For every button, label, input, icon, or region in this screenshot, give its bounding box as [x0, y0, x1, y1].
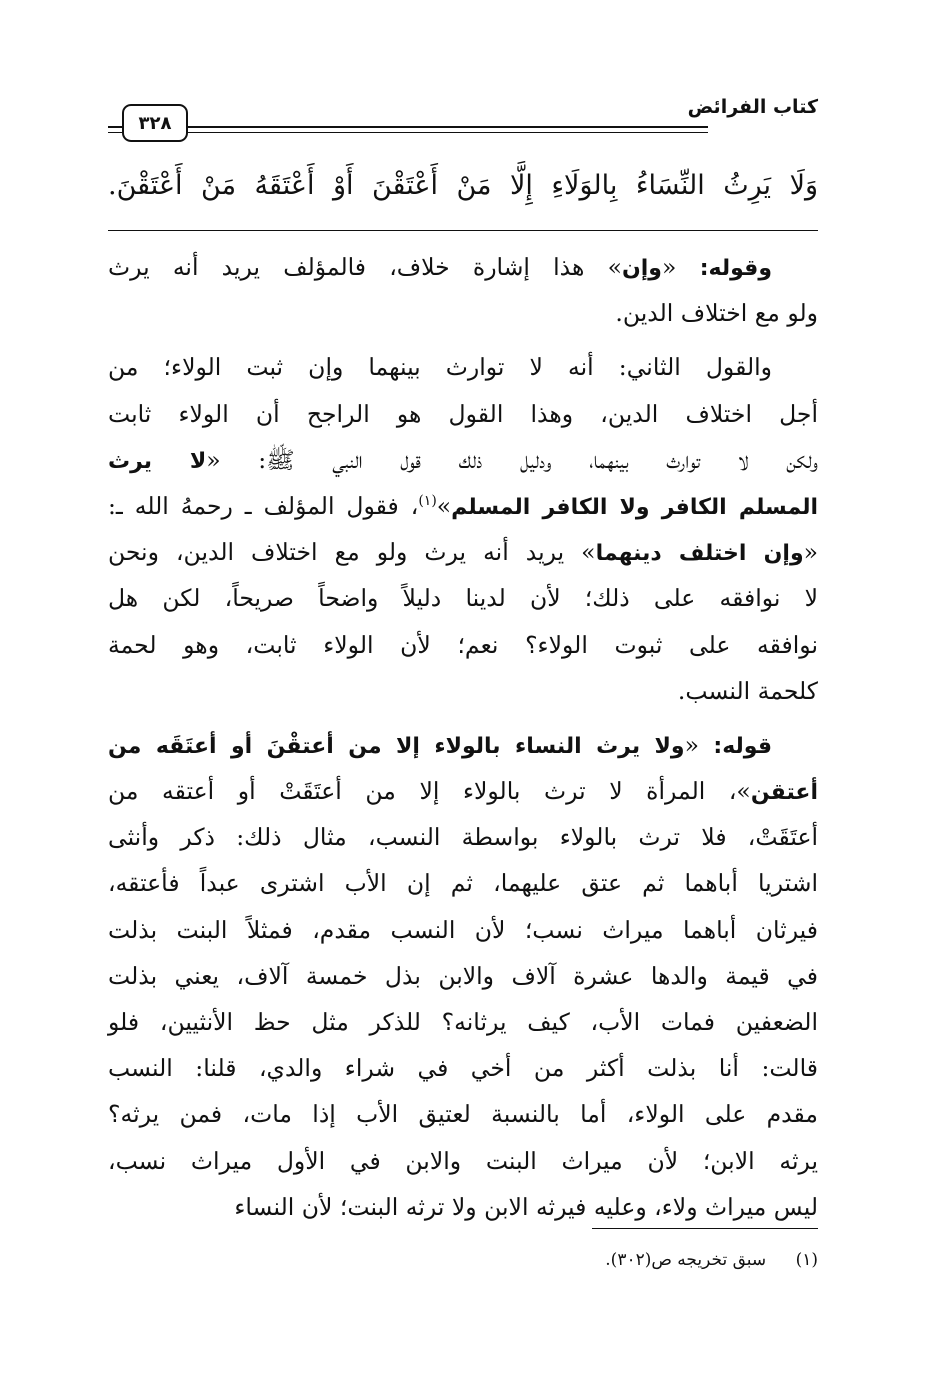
paragraph — [108, 722, 818, 1230]
text-line — [108, 244, 818, 290]
bold-segment: وقوله: — [676, 256, 772, 281]
footnote-divider — [592, 1228, 818, 1229]
text-segment: » — [436, 491, 452, 520]
text-line — [108, 437, 818, 483]
text-line — [108, 575, 818, 621]
text-segment: نوافقه على ثبوت الولاء؟ نعم؛ لأن الولاء ثابت، وهو لحمة — [108, 630, 818, 659]
text-segment: ولكن لا توارث بينهما، ودليل ذلك قول النبي ﷺ: « — [206, 445, 818, 474]
text-line — [108, 1091, 818, 1137]
text-line — [108, 907, 818, 953]
text-line — [108, 668, 818, 714]
text-segment: قالت: أنا بذلت أكثر من أخي في شراء والدي، قلنا: النسب — [108, 1054, 818, 1083]
text-line — [108, 483, 818, 529]
text-line — [108, 622, 818, 668]
text-line — [108, 1045, 818, 1091]
bold-segment: وإن — [621, 256, 662, 281]
text-segment: يرثه الابن؛ لأن ميراث البنت والابن في الأول ميراث نسب، — [108, 1146, 818, 1175]
footnote-ref: (١) — [418, 493, 437, 510]
text-line — [108, 860, 818, 906]
text-line — [108, 814, 818, 860]
text-segment: أجل اختلاف الدين، وهذا القول هو الراجح أن الولاء ثابت — [108, 399, 818, 428]
text-segment: مقدم على الولاء، أما بالنسبة لعتيق الأب إذا مات، فمن يرثه؟ — [108, 1100, 818, 1129]
text-segment: ولو مع اختلاف الدين. — [615, 299, 818, 328]
bold-segment: لا يرث — [108, 448, 207, 474]
text-segment: » يريد أنه يرث ولو مع اختلاف الدين، ونحن — [108, 538, 596, 567]
text-line — [108, 344, 818, 390]
text-segment: اشتريا أباهما ثم عتق عليهما، ثم إن الأب اشترى عبداً فأعتقه، — [108, 869, 818, 898]
bold-segment: وإن اختلف دينهما — [595, 541, 804, 567]
bold-segment: المسلم الكافر ولا الكافر المسلم — [451, 494, 818, 520]
text-line — [108, 953, 818, 999]
text-line — [108, 999, 818, 1045]
book-title: كتاب الفرائض — [687, 96, 818, 118]
text-segment: ليس ميراث ولاء، وعليه فيرثه الابن ولا ترثه البنت؛ لأن النساء — [234, 1192, 818, 1221]
text-line — [108, 1138, 818, 1184]
text-segment: فيرثان أباهما ميراث نسب؛ لأن النسب مقدم، فمثلاً البنت بذلت — [108, 915, 818, 944]
bold-segment: قوله: — [698, 733, 772, 759]
text-segment: « — [661, 253, 677, 281]
paragraph — [108, 244, 818, 336]
footnote-number: (١) — [795, 1250, 818, 1270]
text-line — [108, 768, 818, 814]
bold-segment: ولا يرث النساء بالولاء إلا من أعتقْنَ أو أعتَقَه من — [108, 733, 685, 759]
page-header — [108, 92, 818, 152]
bold-segment: أعتقن — [750, 780, 818, 806]
text-segment: والقول الثاني: أنه لا توارث بينهما وإن ثبت الولاء؛ من — [108, 353, 772, 382]
text-segment: في قيمة والدها عشرة آلاف والابن بذل خمسة آلاف، يعني بذلت — [108, 961, 818, 990]
text-segment: ، فقول المؤلف ـ رحمهُ الله ـ: — [108, 491, 419, 520]
text-segment: كلحمة النسب. — [677, 676, 818, 705]
matn-divider — [108, 230, 818, 231]
matn-text: وَلَا يَرِثُ النِّسَاءُ بِالوَلَاءِ إِلَّا مَنْ أَعْتَقْنَ أَوْ أَعْتَقَهُ مَنْ أَعْتَقْنَ. — [108, 170, 818, 201]
text-segment: « — [803, 538, 819, 567]
text-segment: »، المرأة لا ترث بالولاء إلا من أعتَقَتْ أو أعتقه من — [108, 777, 751, 806]
text-segment: « — [684, 730, 699, 759]
text-line — [108, 1184, 818, 1230]
text-segment: الضعفين فمات الأب، كيف يرثانه؟ للذكر مثل حظ الأنثيين، فلو — [108, 1008, 818, 1036]
text-line — [108, 722, 818, 768]
text-segment: » هذا إشارة خلاف، فالمؤلف يريد أنه يرث — [108, 253, 622, 281]
footnote-text: سبق تخريجه ص(٣٠٢). — [605, 1250, 767, 1270]
text-segment: لا نوافقه على ذلك؛ لأن لدينا دليلاً واضحاً صريحاً، لكن هل — [108, 584, 818, 613]
page-number: ٣٢٨ — [122, 104, 188, 142]
footnote — [108, 1250, 818, 1270]
paragraph — [108, 344, 818, 714]
header-rule-bottom — [108, 132, 708, 133]
text-line — [108, 529, 818, 575]
commentary-body — [108, 244, 818, 1238]
header-rule-top — [108, 126, 708, 128]
text-line — [108, 391, 818, 437]
text-segment: أعتَقَتْ، فلا ترث بالولاء بواسطة النسب، مثال ذلك: ذكر وأنثى — [108, 823, 818, 852]
text-line — [108, 290, 818, 336]
